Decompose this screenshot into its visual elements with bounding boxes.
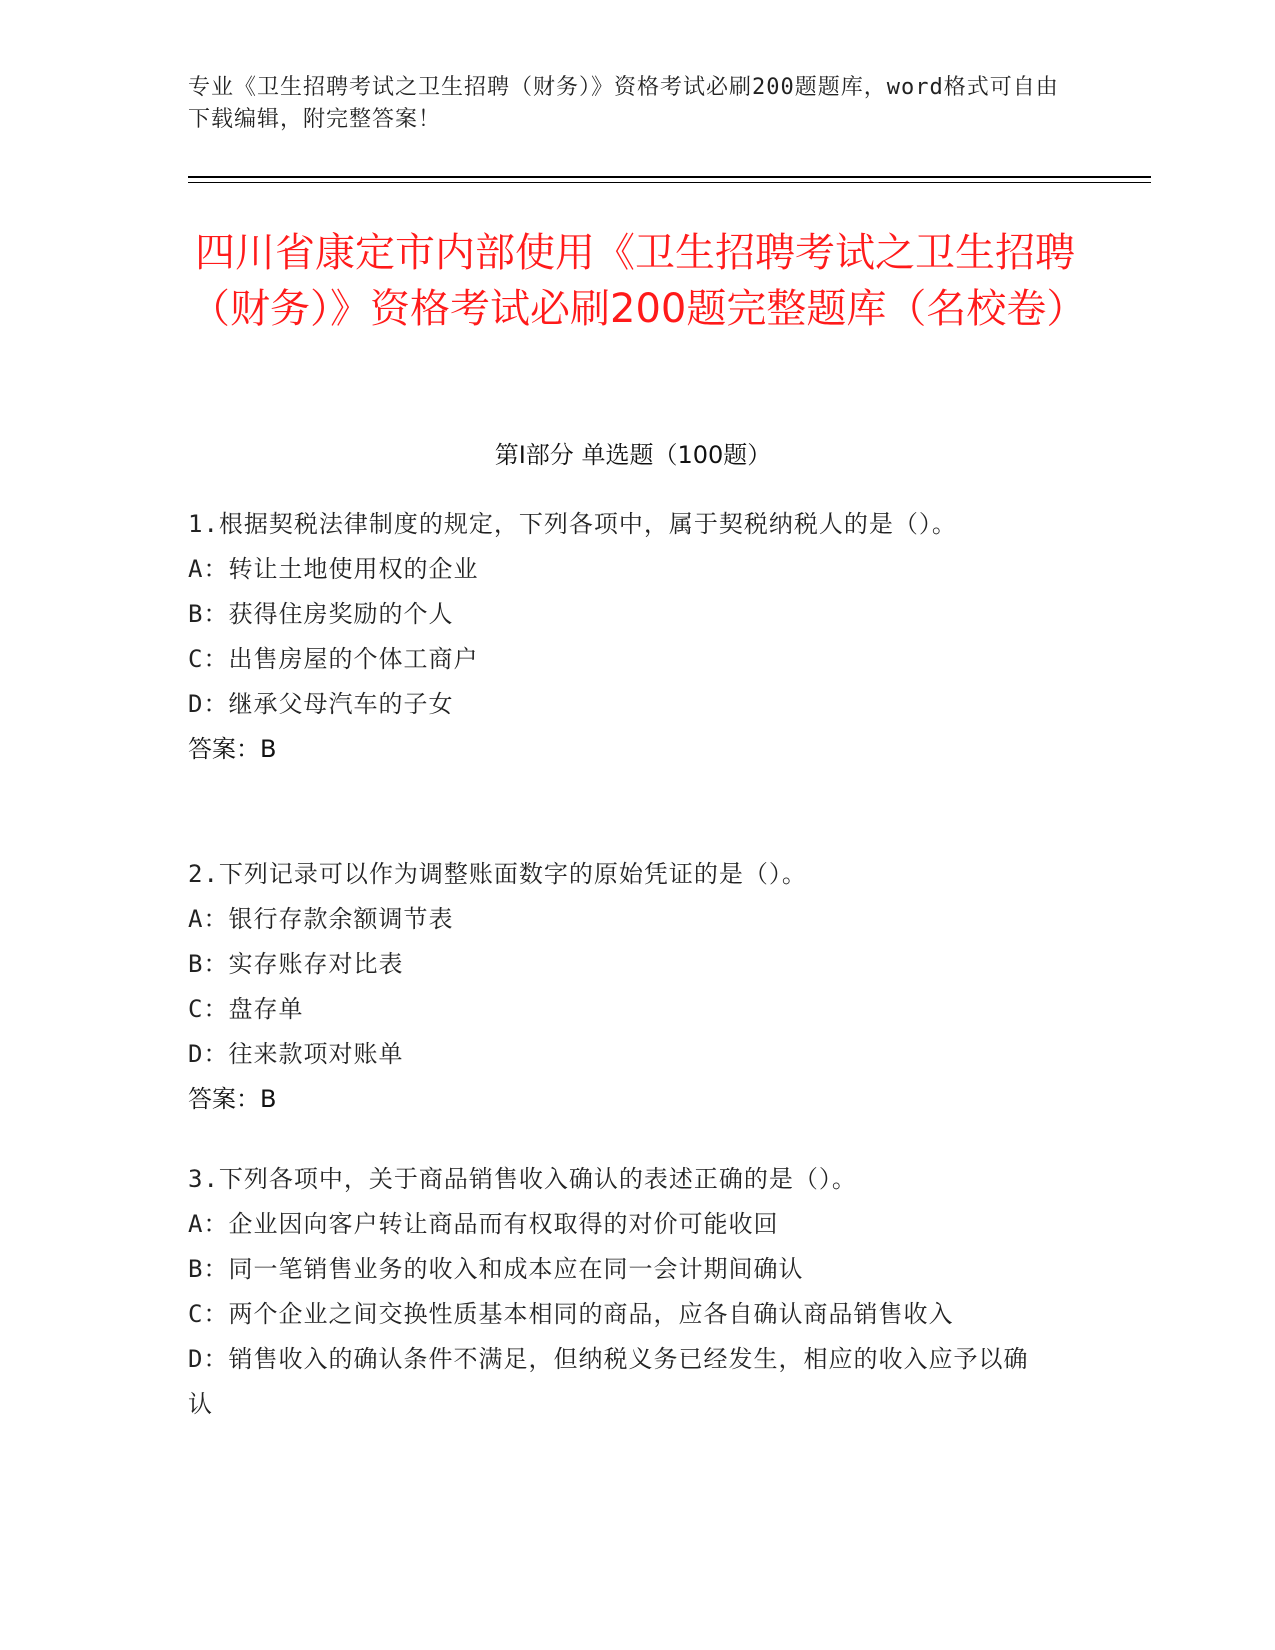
option-c: C：两个企业之间交换性质基本相同的商品，应各自确认商品销售收入 xyxy=(188,1300,954,1328)
option-d: D：往来款项对账单 xyxy=(188,1040,404,1068)
option-d: D：销售收入的确认条件不满足，但纳税义务已经发生，相应的收入应予以确认 xyxy=(188,1345,1029,1418)
section-title: 第Ⅰ部分 单选题（100题） xyxy=(494,441,772,469)
header-note: 专业《卫生招聘考试之卫生招聘（财务）》资格考试必刷200题题库，word格式可自由下载编辑，附完整答案！ xyxy=(188,75,1059,132)
answer: 答案：B xyxy=(188,1085,277,1113)
option-d: D：继承父母汽车的子女 xyxy=(188,690,454,718)
option-c: C：出售房屋的个体工商户 xyxy=(188,645,479,673)
option-b: B：实存账存对比表 xyxy=(188,950,404,978)
question-stem: 2.下列记录可以作为调整账面数字的原始凭证的是（）。 xyxy=(188,860,807,888)
question-stem: 1.根据契税法律制度的规定，下列各项中，属于契税纳税人的是（）。 xyxy=(188,510,957,538)
question-3 xyxy=(188,1157,1088,1427)
question-stem: 3.下列各项中，关于商品销售收入确认的表述正确的是（）。 xyxy=(188,1165,857,1193)
option-a: A：转让土地使用权的企业 xyxy=(188,555,479,583)
option-a: A：企业因向客户转让商品而有权取得的对价可能收回 xyxy=(188,1210,779,1238)
answer: 答案：B xyxy=(188,735,277,763)
option-a: A：银行存款余额调节表 xyxy=(188,905,454,933)
document-title: 四川省康定市内部使用《卫生招聘考试之卫生招聘（财务）》资格考试必刷200题完整题库（名校卷） xyxy=(190,230,1087,332)
question-2 xyxy=(188,852,1088,1122)
option-c: C：盘存单 xyxy=(188,995,304,1023)
header-divider-thin xyxy=(188,182,1151,183)
header-divider-thick xyxy=(188,176,1151,178)
option-b: B：同一笔销售业务的收入和成本应在同一会计期间确认 xyxy=(188,1255,804,1283)
option-b: B：获得住房奖励的个人 xyxy=(188,600,454,628)
question-1 xyxy=(188,502,1088,772)
